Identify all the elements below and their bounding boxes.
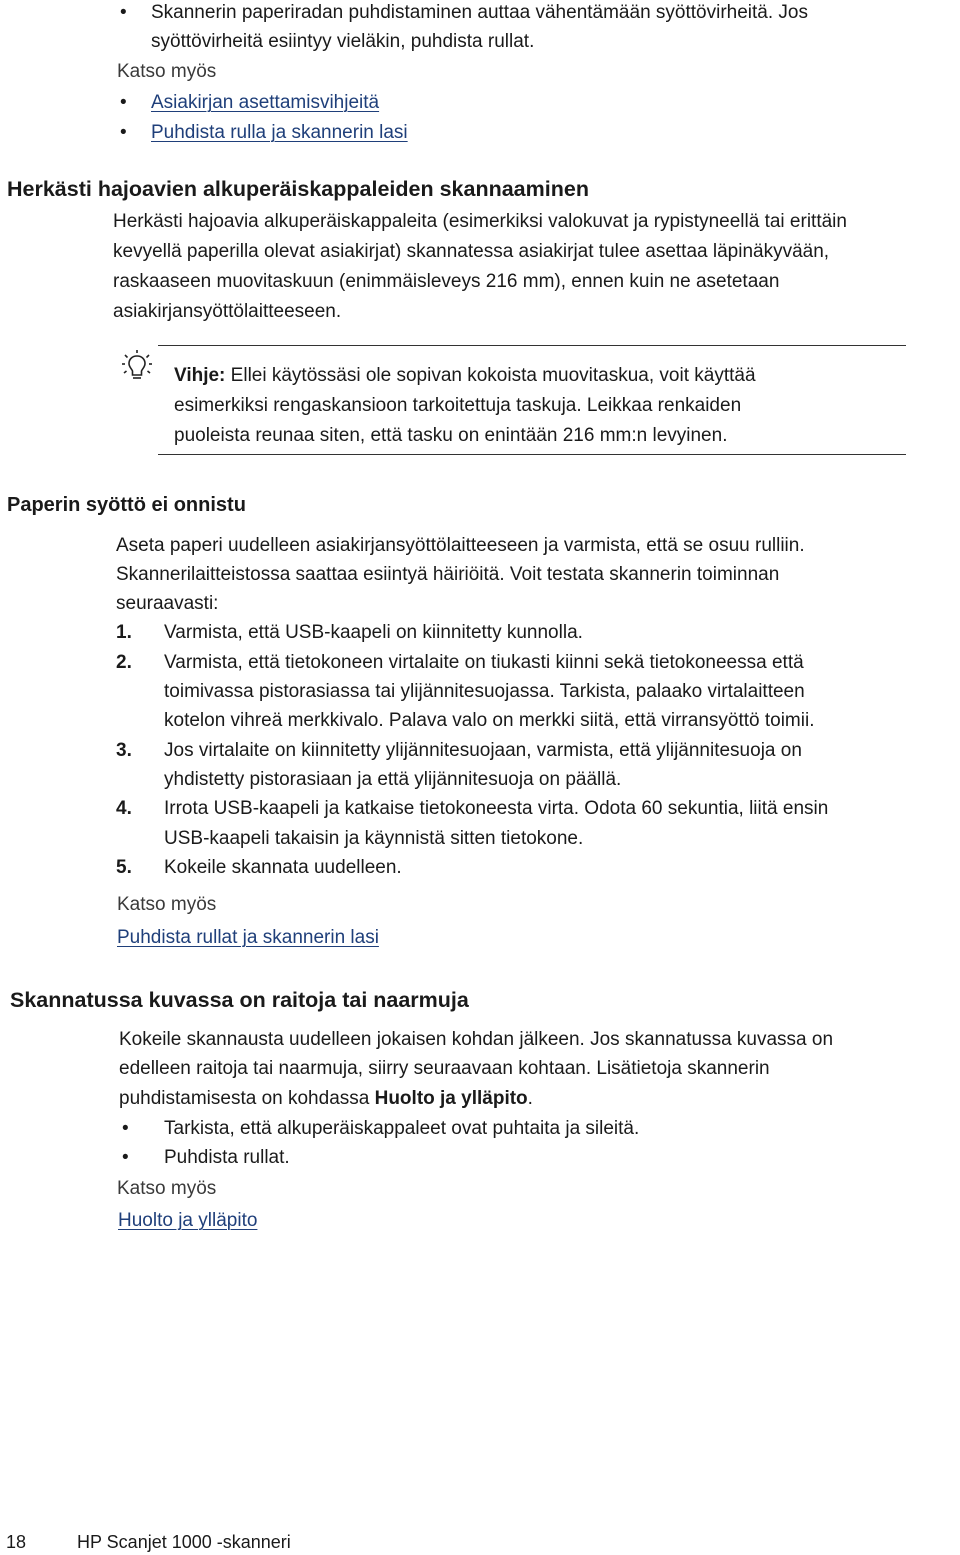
- paragraph-line: asiakirjansyöttölaitteeseen.: [113, 301, 342, 322]
- section-heading-paper-feed: Paperin syöttö ei onnistu: [7, 494, 246, 516]
- step-text: USB-kaapeli takaisin ja käynnistä sitten tietokone.: [164, 828, 584, 849]
- paragraph-line: syöttövirheitä esiintyy vieläkin, puhdista rullat.: [151, 31, 535, 52]
- link-clean-rollers-glass[interactable]: Puhdista rullat ja skannerin lasi: [117, 927, 379, 948]
- bullet-text: Tarkista, että alkuperäiskappaleet ovat puhtaita ja sileitä.: [164, 1118, 640, 1139]
- step-number: 1.: [116, 622, 132, 643]
- step-text: Kokeile skannata uudelleen.: [164, 857, 402, 878]
- bullet-marker: [120, 88, 127, 117]
- tip-line: [174, 361, 756, 390]
- step-text: yhdistetty pistorasiaan ja että ylijännitesuoja on päällä.: [164, 769, 622, 790]
- paragraph-line: edelleen raitoja tai naarmuja, siirry seuraavaan kohtaan. Lisätietoja skannerin: [119, 1058, 770, 1079]
- step-text: kotelon vihreä merkkivalo. Palava valo on merkki siitä, että virransyöttö toimii.: [164, 710, 815, 731]
- see-also-label: Katso myös: [117, 1178, 217, 1199]
- footer-title: HP Scanjet 1000 -skanneri: [77, 1532, 291, 1552]
- tip-label: Vihje:: [174, 365, 226, 386]
- step-text: toimivassa pistorasiassa tai ylijännitesuojassa. Tarkista, palaako virtalaitteen: [164, 681, 805, 702]
- paragraph-text: .: [527, 1088, 533, 1109]
- paragraph-line: raskaaseen muovitaskuun (enimmäisleveys 216 mm), ennen kuin ne asetetaan: [113, 271, 780, 292]
- lightbulb-icon: [122, 350, 152, 384]
- step-number: 5.: [116, 857, 132, 878]
- paragraph-text: puhdistamisesta on kohdassa: [119, 1088, 370, 1109]
- step-number: 4.: [116, 798, 132, 819]
- step-text: Varmista, että tietokoneen virtalaite on tiukasti kiinni sekä tietokoneessa että: [164, 652, 804, 673]
- bullet-marker: [120, 0, 127, 27]
- link-clean-roller-glass[interactable]: Puhdista rulla ja skannerin lasi: [151, 122, 408, 143]
- bullet-marker: [120, 118, 127, 147]
- section-heading-fragile-originals: Herkästi hajoavien alkuperäiskappaleiden skannaaminen: [7, 177, 589, 201]
- step-text: Jos virtalaite on kiinnitetty ylijännitesuojaan, varmista, että ylijännitesuoja on: [164, 740, 802, 761]
- bullet-marker: [122, 1114, 129, 1143]
- step-number: 3.: [116, 740, 132, 761]
- paragraph-line: Kokeile skannausta uudelleen jokaisen kohdan jälkeen. Jos skannatussa kuvassa on: [119, 1029, 834, 1050]
- paragraph-line: Aseta paperi uudelleen asiakirjansyöttölaitteeseen ja varmista, että se osuu rulliin.: [116, 535, 805, 556]
- bullet-text: Puhdista rullat.: [164, 1147, 290, 1168]
- step-number: 2.: [116, 652, 132, 673]
- paragraph-line: Skannerin paperiradan puhdistaminen auttaa vähentämään syöttövirheitä. Jos: [151, 2, 808, 23]
- page-number: 18: [6, 1532, 27, 1552]
- link-document-placement-tips[interactable]: Asiakirjan asettamisvihjeitä: [151, 92, 380, 113]
- step-text: Varmista, että USB-kaapeli on kiinnitetty kunnolla.: [164, 622, 583, 643]
- paragraph-line: [119, 1084, 533, 1113]
- tip-text: Ellei käytössäsi ole sopivan kokoista muovitaskua, voit käyttää: [230, 365, 756, 386]
- step-text: Irrota USB-kaapeli ja katkaise tietokoneesta virta. Odota 60 sekuntia, liitä ensin: [164, 798, 829, 819]
- see-also-label: Katso myös: [117, 61, 217, 82]
- paragraph-line: Skannerilaitteistossa saattaa esiintyä häiriöitä. Voit testata skannerin toiminnan: [116, 564, 780, 585]
- bullet-marker: [122, 1143, 129, 1172]
- tip-line: puoleista reunaa siten, että tasku on enintään 216 mm:n levyinen.: [174, 425, 728, 446]
- reference-bold: Huolto ja ylläpito: [374, 1088, 528, 1109]
- paragraph-line: Herkästi hajoavia alkuperäiskappaleita (esimerkiksi valokuvat ja rypistyneellä tai erittäin: [113, 211, 847, 232]
- link-maintenance[interactable]: Huolto ja ylläpito: [118, 1210, 258, 1231]
- paragraph-line: seuraavasti:: [116, 593, 219, 614]
- tip-top-rule: [158, 345, 906, 346]
- paragraph-line: kevyellä paperilla olevat asiakirjat) skannatessa asiakirjat tulee asettaa läpinäkyvään,: [113, 241, 830, 262]
- tip-line: esimerkiksi rengaskansioon tarkoitettuja taskuja. Leikkaa renkaiden: [174, 395, 742, 416]
- see-also-label: Katso myös: [117, 894, 217, 915]
- section-heading-streaks: Skannatussa kuvassa on raitoja tai naarmuja: [10, 988, 469, 1012]
- tip-bottom-rule: [158, 454, 906, 455]
